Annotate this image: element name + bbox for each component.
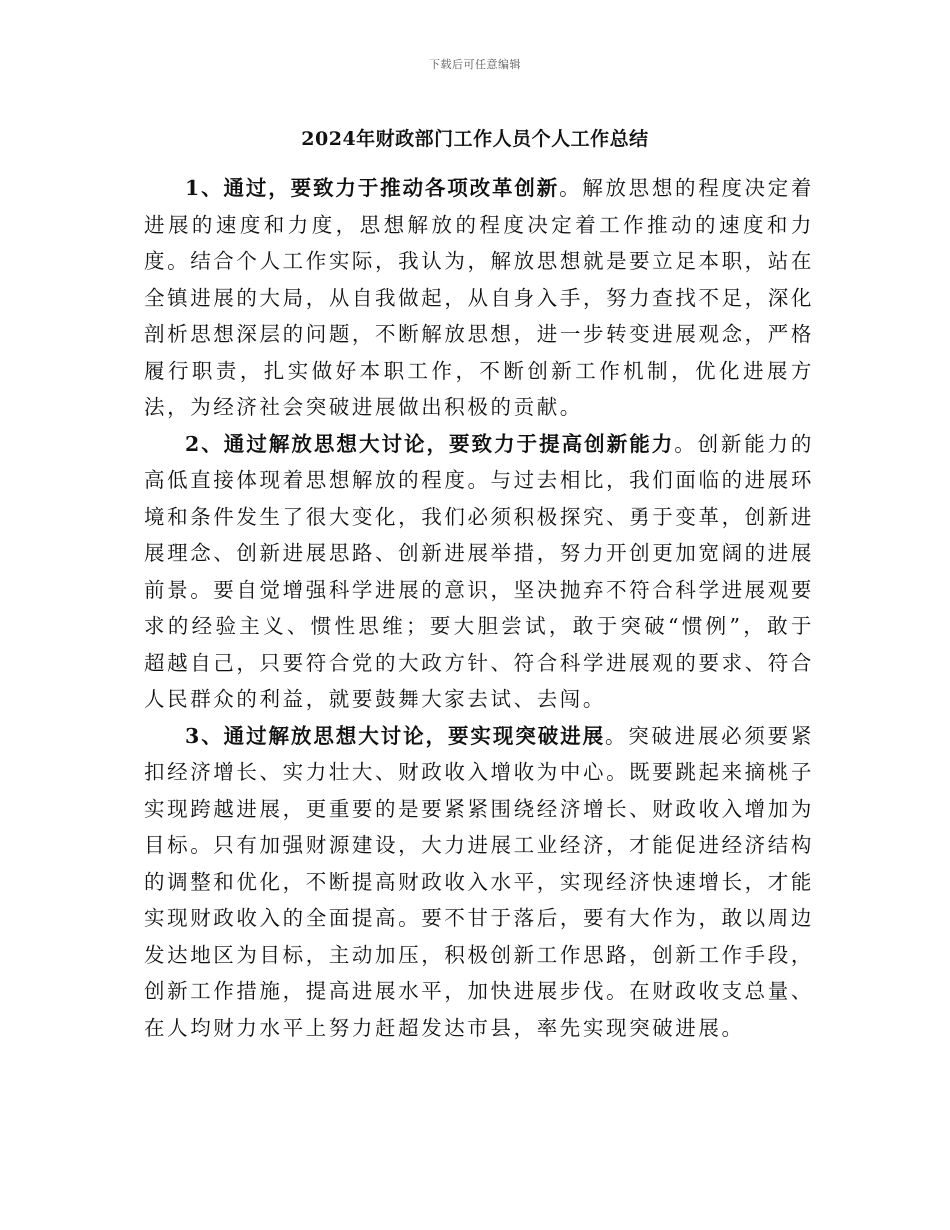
paragraph-3-lead: 3、通过解放思想大讨论，要实现突破进展 [185, 723, 606, 748]
paragraph-1-text: 。解放思想的程度决定着进展的速度和力度，思想解放的程度决定着工作推动的速度和力度。结合个人工作实际，我认为，解放思想就是要立足本职，站在全镇进展的大局，从自我做起，从自身入手，努力查找不足，深化剖析思想深层的问题，不断解放思想，进一步转变进展观念，严格履行职责，扎实做好本职工作，不断创新工作机制，优化进展方法，为经济社会突破进展做出积极的贡献。 [144, 176, 814, 419]
download-note: 下载后可任意编辑 [429, 58, 521, 71]
paragraph-2 [144, 426, 814, 718]
paragraph-2-lead: 2、通过解放思想大讨论，要致力于提高创新能力 [185, 431, 675, 456]
document-title: 2024年财政部门工作人员个人工作总结 [301, 128, 649, 150]
paragraph-1-lead: 1、通过，要致力于推动各项改革创新 [185, 176, 560, 200]
paragraph-1 [144, 170, 814, 426]
document-body [144, 170, 814, 1046]
paragraph-2-text: 。创新能力的高低直接体现着思想解放的程度。与过去相比，我们面临的进展环境和条件发生了很大变化，我们必须积极探究、勇于变革，创新进展理念、创新进展思路、创新进展举措，努力开创更加宽阔的进展前景。要自觉增强科学进展的意识，坚决抛弃不符合科学进展观要求的经验主义、惯性思维；要大胆尝试，敢于突破“惯例”，敢于超越自己，只要符合党的大政方针、符合科学进展观的要求、符合人民群众的利益，就要鼓舞大家去试、去闯。 [144, 431, 814, 711]
paragraph-3-text: 。突破进展必须要紧扣经济增长、实力壮大、财政收入增收为中心。既要跳起来摘桃子实现跨越进展，更重要的是要紧紧围绕经济增长、财政收入增加为目标。只有加强财源建设，大力进展工业经济，才能促进经济结构的调整和优化，不断提高财政收入水平，实现经济快速增长，才能实现财政收入的全面提高。要不甘于落后，要有大作为，敢以周边发达地区为目标，主动加压，积极创新工作思路，创新工作手段，创新工作措施，提高进展水平，加快进展步伐。在财政收支总量、在人均财力水平上努力赶超发达市县，率先实现突破进展。 [144, 723, 814, 1040]
paragraph-3 [144, 718, 814, 1047]
